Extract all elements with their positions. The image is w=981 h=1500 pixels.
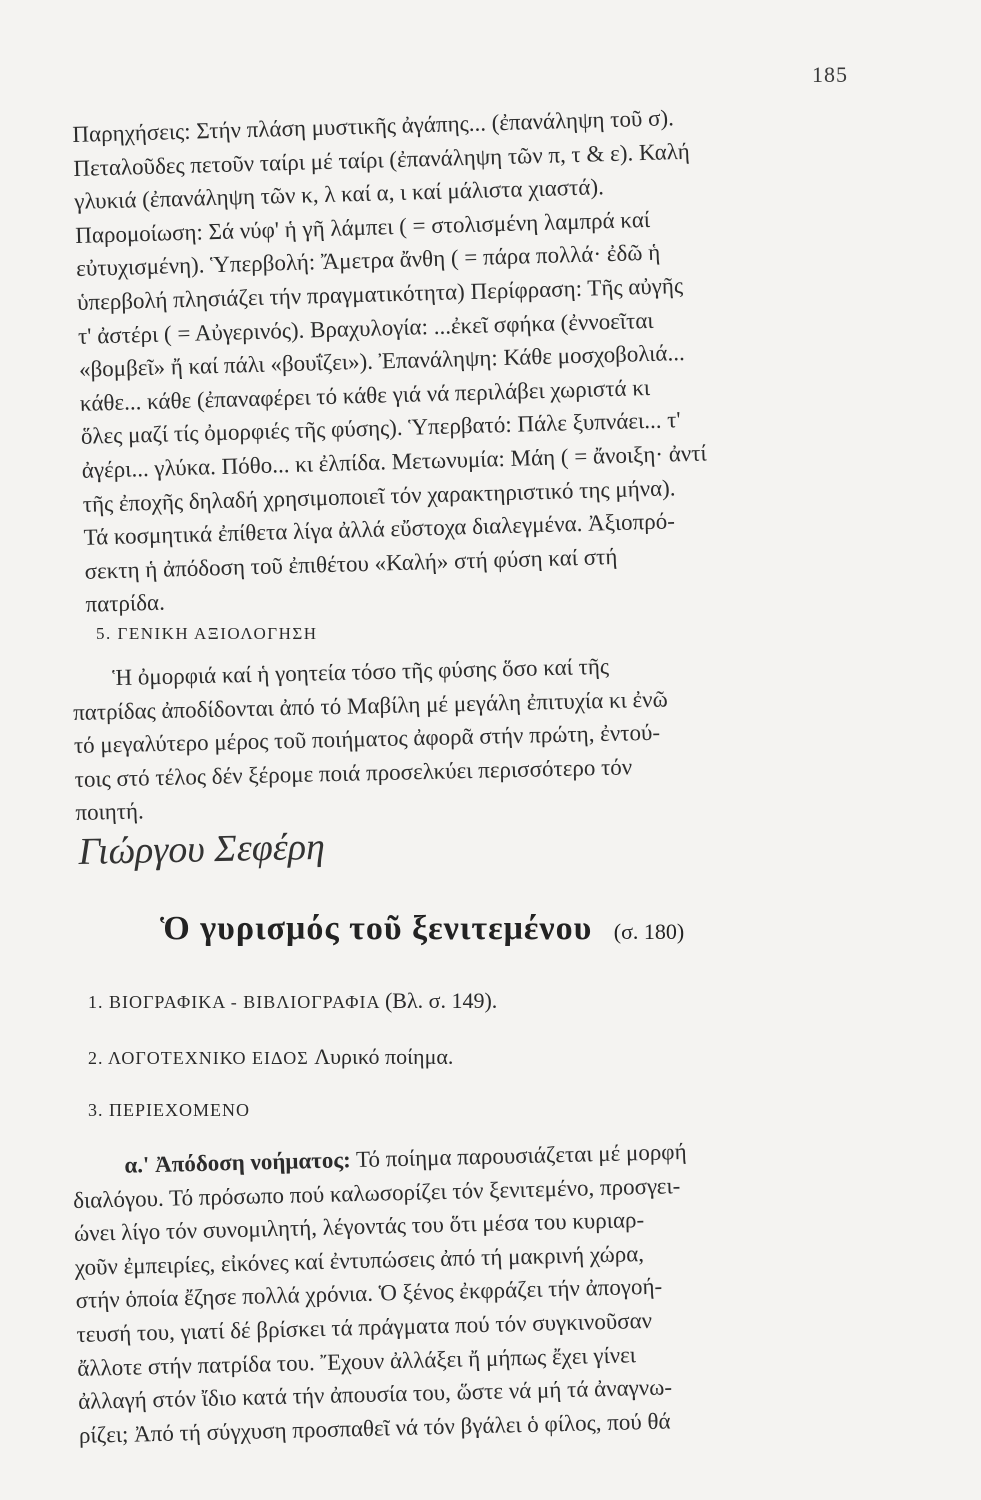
text-line: ποιητή. [75, 798, 145, 826]
author-heading: Γιώργου Σεφέρη [78, 825, 326, 873]
text-line: «βομβεῖ» ἤ καί πάλι «βουΐζει»). Ἐπανάληψη: Κάθε μοσχοβολιά... [78, 340, 685, 383]
section-label: 1. ΒΙΟΓΡΑΦΙΚΑ - ΒΙΒΛΙΟΓΡΑΦΙΑ [88, 992, 380, 1012]
text-line: τοις στό τέλος δέν ξέρομε ποιά προσελκύει περισσότερο τόν [74, 754, 633, 792]
content-paragraph [72, 1130, 879, 1452]
text-line: τῆς ἐποχῆς δηλαδή χρησιμοποιεῖ τόν χαρακτηριστικό της μήνα). [82, 474, 676, 517]
text-line: τευσή του, γιατί δέ βρίσκει τά πράγματα πού τόν συγκινοῦσαν [76, 1307, 653, 1347]
text-line: Ἡ ὀμορφιά καί ἡ γοητεία τόσο τῆς φύσης ὅσο καί τῆς [112, 653, 610, 691]
text-line: ὅλες μαζί τίς ὀμορφιές τῆς φύσης). Ὑπερβατό: Πάλε ξυπνάει... τ' [80, 407, 681, 450]
text-line: Παρηχήσεις: Στήν πλάση μυστικῆς ἀγάπης... (ἐπανάληψη τοῦ σ). [72, 105, 675, 147]
text-line: ἀλλαγή στόν ἴδιο κατά τήν ἀπουσία του, ὥστε νά μή τά ἀναγνω- [77, 1374, 673, 1415]
text-line: διαλόγου. Τό πρόσωπο πού καλωσορίζει τόν ξενιτεμένο, προσγει- [72, 1172, 681, 1213]
general-assessment-heading: 5. ΓΕΝΙΚΗ ΑΞΙΟΛΟΓΗΣΗ [96, 624, 318, 643]
section-label: 2. ΛΟΓΟΤΕΧΝΙΚΟ ΕΙΔΟΣ [88, 1048, 309, 1068]
section-value: (Βλ. σ. 149). [384, 988, 498, 1013]
general-assessment-paragraph [72, 644, 876, 830]
text-line: τ' ἀστέρι ( = Αὐγερινός). Βραχυλογία: ...ἐκεῖ σφήκα (ἐννοεῖται [77, 307, 654, 349]
text-line: κάθε... κάθε (ἐπαναφέρει τό κάθε γιά νά περιλάβει χωριστά κι [79, 374, 651, 416]
text-line: γλυκιά (ἐπανάληψη τῶν κ, λ καί α, ι καί μάλιστα χιαστά). [73, 174, 605, 215]
text-line: ρίζει; Ἀπό τή σύγχυση προσπαθεῖ νά τόν βγάλει ὁ φίλος, πού θά [78, 1408, 671, 1448]
text-line: εὐτυχισμένη). Ὑπερβολή: Ἄμετρα ἄνθη ( = πάρα πολλά· ἐδῶ ἡ [75, 240, 661, 282]
content-first-line: Τό ποίημα παρουσιάζεται μέ μορφή [355, 1138, 687, 1173]
figures-of-speech-paragraph [72, 96, 886, 622]
poem-page-ref: (σ. 180) [613, 919, 685, 944]
section-literary-genre [88, 1044, 453, 1070]
text-line: ἀγέρι... γλύκα. Πόθο... κι ἐλπίδα. Μετωνυμία: Μάη ( = ἄνοιξη· ἀντί [81, 440, 707, 483]
text-line: στήν ὁποία ἔζησε πολλά χρόνια. Ὁ ξένος ἐκφράζει τήν ἀπογοή- [75, 1274, 663, 1314]
poem-title-text: Ὁ γυρισμός τοῦ ξενιτεμένου [160, 910, 593, 947]
text-line: Παρομοίωση: Σά νύφ' ἡ γῆ λάμπει ( = στολισμένη λαμπρά καί [74, 206, 651, 248]
text-line: ώνει λίγο τόν συνομιλητή, λέγοντάς του ὅτι μέσα του κυριαρ- [73, 1207, 645, 1247]
text-line: χοῦν ἐμπειρίες, εἰκόνες καί ἐντυπώσεις ἀπό τή μακρινή χώρα, [74, 1240, 645, 1280]
section-biography [88, 988, 497, 1014]
text-line: πατρίδας ἀποδίδονται ἀπό τό Μαβίλη μέ μεγάλη ἐπιτυχία κι ἐνῶ [72, 686, 668, 725]
section-value: Λυρικό ποίημα. [314, 1044, 454, 1069]
text-line: τό μεγαλύτερο μέρος τοῦ ποιήματος ἀφορᾶ στήν πρώτη, ἐντού- [73, 719, 661, 759]
section-label: 3. ΠΕΡΙΕΧΟΜΕΝΟ [88, 1100, 250, 1120]
text-line: ἄλλοτε στήν πατρίδα του. Ἔχουν ἀλλάξει ἤ μήπως ἔχει γίνει [77, 1341, 637, 1381]
section-content [88, 1100, 250, 1121]
content-label: α.' Ἀπόδοση νοήματος: [124, 1147, 352, 1178]
poem-title [160, 910, 684, 948]
text-line: Τά κοσμητικά ἐπίθετα λίγα ἀλλά εὔστοχα διαλεγμένα. Ἀξιοπρό- [83, 508, 676, 550]
text-line: σεκτη ἡ ἀπόδοση τοῦ ἐπιθέτου «Καλή» στή φύση καί στή [84, 543, 618, 584]
text-line: πατρίδα. [85, 589, 166, 618]
text-line: Πεταλοῦδες πετοῦν ταίρι μέ ταίρι (ἐπανάληψη τῶν π, τ & ε). Καλή [73, 138, 691, 181]
text-line: ὑπερβολή πλησιάζει τήν πραγματικότητα) Περίφραση: Τῆς αὐγῆς [76, 272, 684, 315]
page-number: 185 [812, 62, 848, 87]
